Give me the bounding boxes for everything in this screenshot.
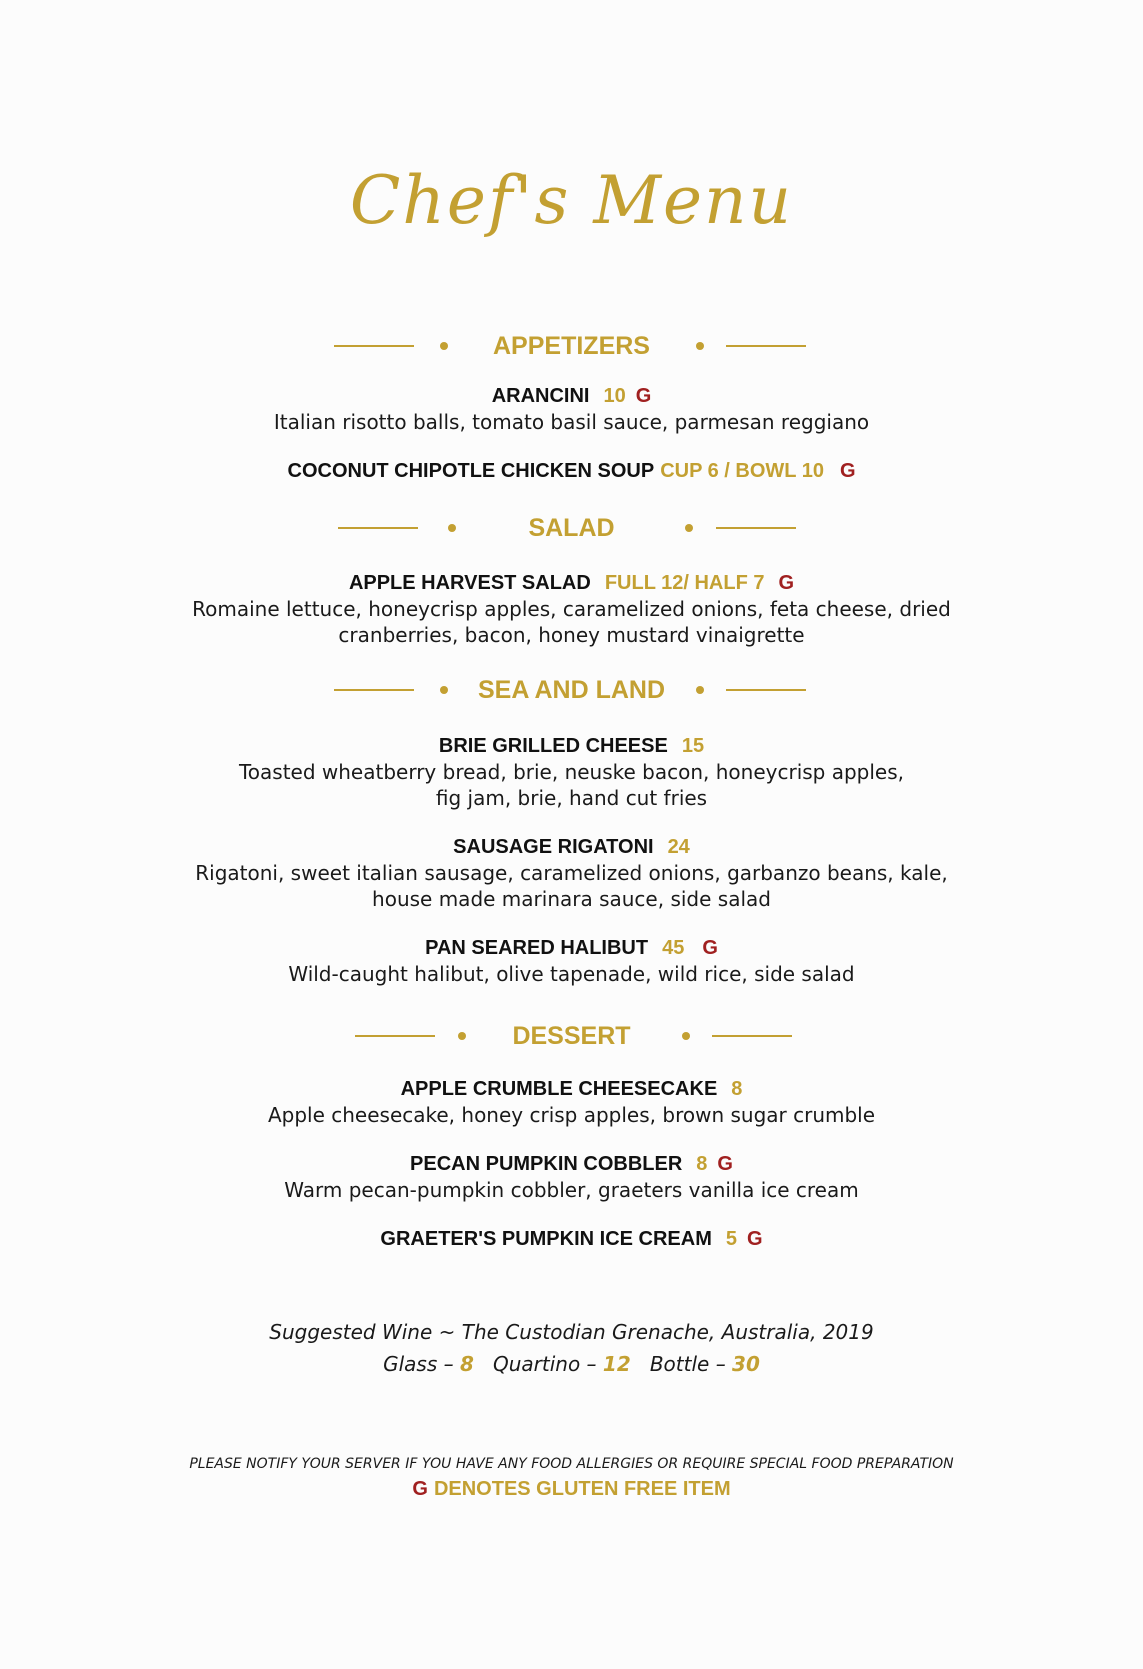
divider-dot <box>696 686 704 694</box>
menu-item-sausage-rigatoni <box>0 834 1143 912</box>
item-description: cranberries, bacon, honey mustard vinaigrette <box>338 623 805 647</box>
menu-item-apple-crumble-cheesecake <box>0 1076 1143 1128</box>
item-price: 15 <box>681 735 705 757</box>
divider-dot <box>685 524 693 532</box>
item-description: Warm pecan-pumpkin cobbler, graeters vanilla ice cream <box>284 1178 859 1202</box>
item-price: FULL 12/ HALF 7 <box>604 572 765 594</box>
section-header-sea-and-land <box>0 675 1143 705</box>
section-title: SEA AND LAND <box>477 676 666 704</box>
glass-label: Glass – <box>383 1352 454 1376</box>
allergy-notice: PLEASE NOTIFY YOUR SERVER IF YOU HAVE ANY FOOD ALLERGIES OR REQUIRE SPECIAL FOOD PREPARATION <box>189 1456 954 1472</box>
gluten-free-mark: G <box>702 937 718 959</box>
divider-line <box>712 1035 792 1037</box>
item-description: Rigatoni, sweet italian sausage, caramelized onions, garbanzo beans, kale, <box>195 861 948 885</box>
item-description: Romaine lettuce, honeycrisp apples, caramelized onions, feta cheese, dried <box>192 597 951 621</box>
divider-line <box>726 345 806 347</box>
item-price: 8 <box>731 1078 743 1100</box>
quartino-label: Quartino – <box>492 1352 597 1376</box>
menu-item-pecan-pumpkin-cobbler <box>0 1151 1143 1203</box>
menu-item-arancini <box>0 383 1143 435</box>
item-price: 24 <box>667 836 690 858</box>
section-title: DESSERT <box>512 1022 631 1050</box>
item-name: PECAN PUMPKIN COBBLER <box>410 1153 683 1175</box>
wine-suggestion: Suggested Wine ~ The Custodian Grenache, Australia, 2019 <box>269 1320 874 1344</box>
item-price: 10 <box>603 385 626 407</box>
item-price: 8 <box>696 1153 708 1175</box>
item-price: CUP 6 / BOWL 10 <box>660 460 824 482</box>
gluten-free-mark: G <box>635 385 652 407</box>
menu-item-graeters-pumpkin-ice-cream <box>0 1226 1143 1252</box>
section-header-dessert <box>0 1021 1143 1051</box>
item-description: fig jam, brie, hand cut fries <box>435 786 708 810</box>
bottle-price: 30 <box>732 1352 760 1376</box>
gluten-free-mark: G <box>747 1228 763 1250</box>
gluten-free-mark: G <box>839 460 856 482</box>
item-description: Toasted wheatberry bread, brie, neuske bacon, honeycrisp apples, <box>238 760 905 784</box>
item-description: Wild-caught halibut, olive tapenade, wild rice, side salad <box>288 962 855 986</box>
section-title: SALAD <box>528 514 615 542</box>
gluten-free-legend <box>0 1478 1143 1501</box>
item-name: BRIE GRILLED CHEESE <box>438 735 668 757</box>
section-header-salad <box>0 513 1143 543</box>
menu-item-soup <box>0 458 1143 484</box>
gluten-free-mark: G <box>778 572 795 594</box>
item-name: GRAETER'S PUMPKIN ICE CREAM <box>380 1228 712 1250</box>
item-name: ARANCINI <box>491 385 590 407</box>
divider-line <box>716 527 796 529</box>
item-description: Apple cheesecake, honey crisp apples, brown sugar crumble <box>267 1103 876 1127</box>
item-description: Italian risotto balls, tomato basil sauce, parmesan reggiano <box>273 410 870 434</box>
divider-line <box>726 689 806 691</box>
item-name: APPLE CRUMBLE CHEESECAKE <box>400 1078 718 1100</box>
item-name: COCONUT CHIPOTLE CHICKEN SOUP <box>287 460 655 482</box>
divider-dot <box>696 342 704 350</box>
gluten-free-mark: G <box>717 1153 733 1175</box>
quartino-price: 12 <box>602 1352 631 1376</box>
item-description: house made marinara sauce, side salad <box>372 887 771 911</box>
bottle-label: Bottle – <box>649 1352 726 1376</box>
item-name: SAUSAGE RIGATONI <box>453 836 654 858</box>
glass-price: 8 <box>459 1352 474 1376</box>
divider-dot <box>682 1032 690 1040</box>
item-name: PAN SEARED HALIBUT <box>425 937 649 959</box>
section-title: APPETIZERS <box>493 332 650 360</box>
gluten-free-legend-text: DENOTES GLUTEN FREE ITEM <box>433 1478 731 1500</box>
menu-title: Chef's Menu <box>349 162 794 239</box>
menu-item-brie-grilled-cheese <box>0 733 1143 811</box>
item-price: 5 <box>725 1228 737 1250</box>
gluten-free-mark: G <box>412 1478 428 1500</box>
menu-item-apple-harvest-salad <box>0 570 1143 648</box>
section-header-appetizers <box>0 331 1143 361</box>
item-price: 45 <box>662 937 685 959</box>
wine-prices <box>0 1349 1143 1379</box>
menu-item-pan-seared-halibut <box>0 935 1143 987</box>
item-name: APPLE HARVEST SALAD <box>348 572 591 594</box>
